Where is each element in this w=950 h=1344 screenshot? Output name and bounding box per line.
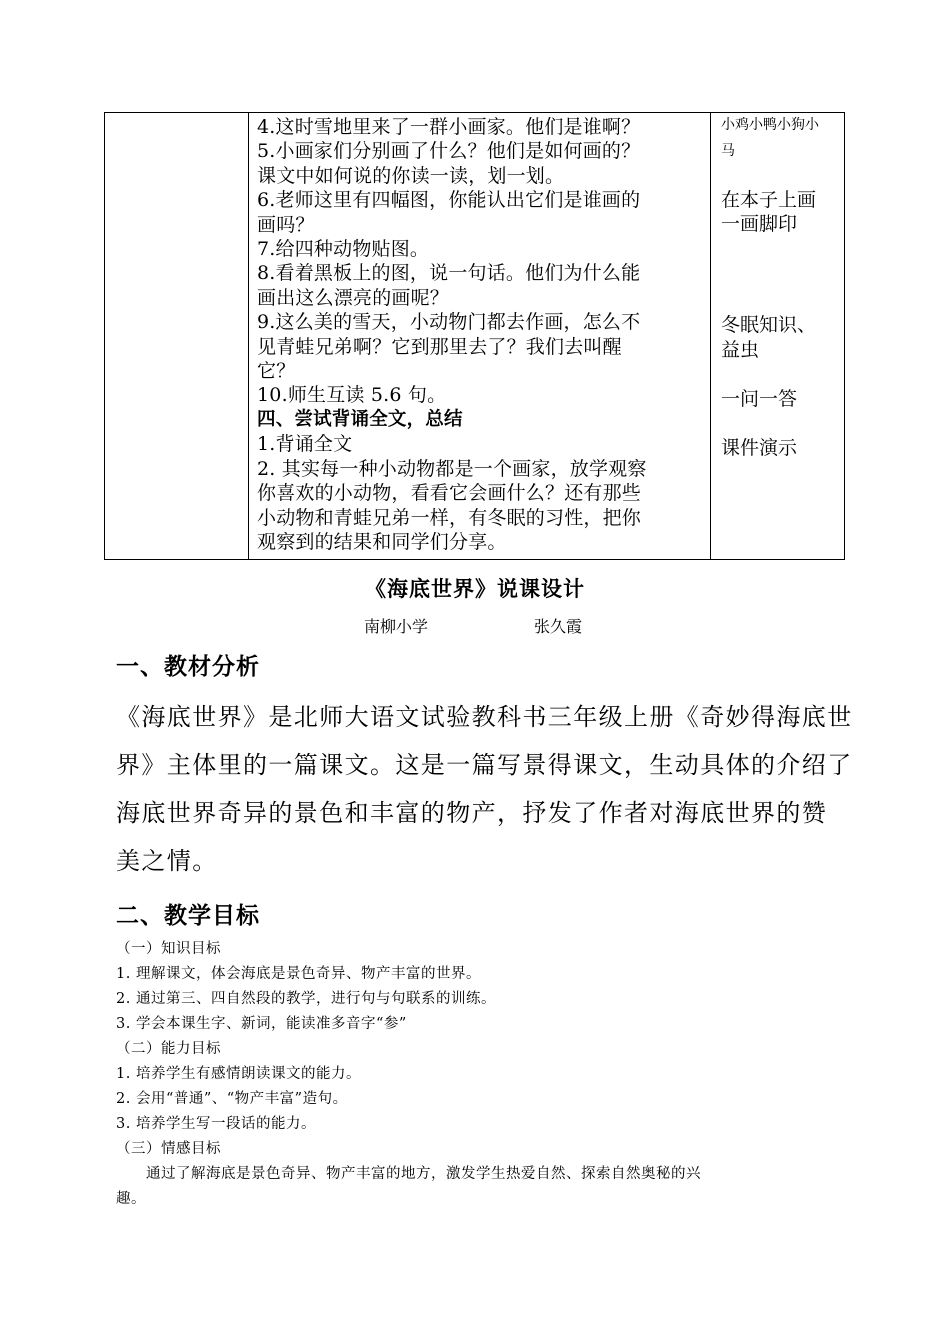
step-line: 5.小画家们分别画了什么？他们是如何画的？	[257, 140, 641, 163]
paragraph-line: 海底世界奇异的景色和丰富的物产，抒发了作者对海底世界的赞	[116, 799, 828, 827]
emotion-goal-line: 趣。	[116, 1191, 146, 1207]
notes-cell	[711, 113, 845, 560]
ability-goal-title: （二）能力目标	[116, 1041, 221, 1057]
goal-item: 3. 学会本课生字、新词，能读准多音字“参”	[116, 1016, 407, 1032]
knowledge-goal-title: （一）知识目标	[116, 941, 221, 957]
author-line	[0, 614, 950, 638]
teaching-steps-list	[249, 113, 710, 554]
note-hibernate-line2: 益虫	[721, 339, 760, 361]
note-animals-line1: 小鸡小鸭小狗小	[721, 117, 819, 133]
step-line: 小动物和青蛙兄弟一样，有冬眠的习性，把你	[257, 506, 642, 529]
emotion-goal-line: 通过了解海底是景色奇异、物产丰富的地方，激发学生热爱自然、探索自然奥秘的兴	[146, 1166, 701, 1182]
step-line: 7.给四种动物贴图。	[257, 238, 430, 261]
step-line: 观察到的结果和同学们分享。	[257, 530, 507, 553]
paragraph-line: 《海底世界》是北师大语文试验教科书三年级上册《奇妙得海底世	[116, 703, 853, 731]
step-line: 4.这时雪地里来了一群小画家。他们是谁啊？	[257, 116, 641, 138]
note-draw-line1: 在本子上画	[721, 189, 817, 211]
school-name: 南柳小学	[364, 617, 429, 636]
step-line: 画出这么漂亮的画呢？	[257, 286, 450, 309]
step-line: 6.老师这里有四幅图，你能认出它们是谁画的	[257, 189, 641, 212]
step-line: 见青蛙兄弟啊？它到那里去了？我们去叫醒	[257, 335, 622, 358]
goal-item: 1. 理解课文，体会海底是景色奇异、物产丰富的世界。	[116, 966, 481, 982]
note-draw-line2: 一画脚印	[721, 213, 798, 235]
step-line: 画吗？	[257, 213, 315, 236]
empty-left-cell	[105, 113, 249, 560]
note-hibernate-line1: 冬眠知识、	[721, 314, 817, 336]
goal-item: 2. 会用“普通”、“物产丰富”造句。	[116, 1091, 348, 1107]
note-qa: 一问一答	[721, 388, 798, 410]
step-line: 8.看着黑板上的图，说一句话。他们为什么能	[257, 262, 641, 285]
emotion-goal-title: （三）情感目标	[116, 1141, 221, 1157]
paragraph-line: 界》主体里的一篇课文。这是一篇写景得课文，生动具体的介绍了	[116, 751, 853, 779]
table-row	[105, 113, 845, 560]
paragraph-line: 美之情。	[116, 847, 218, 875]
lesson-plan-table	[104, 112, 845, 560]
author-name: 张久霞	[534, 617, 583, 636]
goal-item: 1. 培养学生有感情朗读课文的能力。	[116, 1066, 361, 1082]
section-heading-analysis: 一、教材分析	[116, 654, 260, 680]
note-courseware: 课件演示	[721, 437, 798, 459]
step-line: 9.这么美的雪天，小动物门都去作画，怎么不	[257, 311, 641, 334]
step-line: 它？	[257, 360, 296, 383]
document-title: 《海底世界》说课设计	[365, 576, 585, 601]
goal-item: 3. 培养学生写一段话的能力。	[116, 1116, 316, 1132]
step-line: 1.背诵全文	[257, 433, 353, 456]
step-line: 课文中如何说的你读一读，划一划。	[257, 164, 565, 187]
note-animals-line2: 马	[721, 143, 735, 159]
step-line: 10.师生互读 5.6 句。	[257, 384, 447, 407]
section-heading-goals: 二、教学目标	[116, 903, 260, 929]
step-heading: 四、尝试背诵全文，总结	[257, 408, 463, 430]
teaching-steps-cell	[249, 113, 711, 560]
step-line: 2. 其实每一种小动物都是一个画家，放学观察	[257, 457, 647, 480]
goal-item: 2. 通过第三、四自然段的教学，进行句与句联系的训练。	[116, 991, 496, 1007]
step-line: 你喜欢的小动物，看看它会画什么？还有那些	[257, 482, 642, 505]
notes-list	[711, 113, 844, 559]
